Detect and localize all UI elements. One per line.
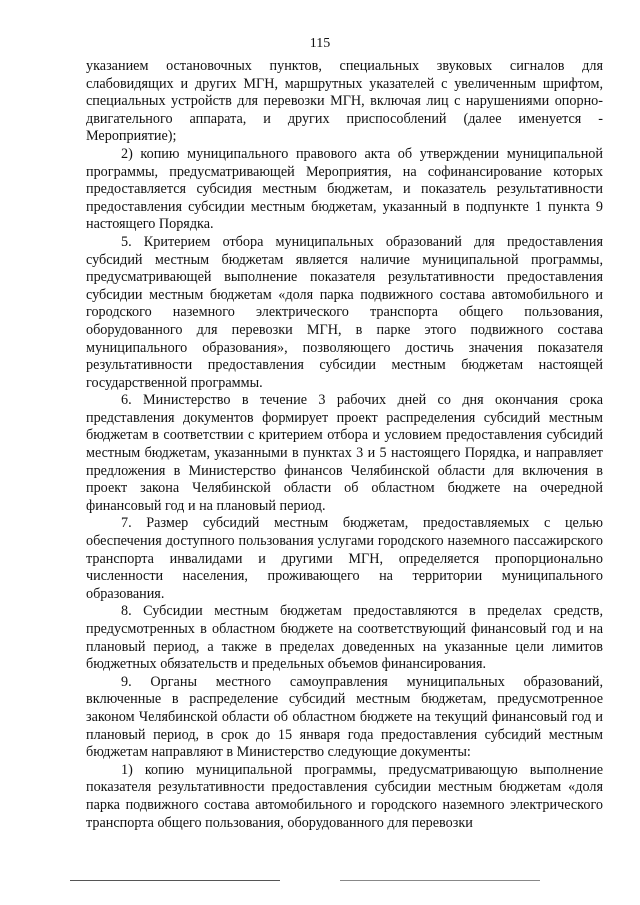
paragraph-clause-7: 7. Размер субсидий местным бюджетам, предоставляемых с целью обеспечения доступного пользования услугами городского наземного пассажирского транспорта инвалидами и другими МГН, определяется пропорционально численности населения, проживающего на территории муниципального образования.: [86, 515, 603, 602]
paragraph-clause-5: 5. Критерием отбора муниципальных образований для предоставления субсидий местным бюджетам является наличие муниципальной программы, предусматривающей выполнение показателя результативности предоставления субсидии местным бюджетам «доля парка подвижного состава автомобильного и городского наземного электрического транспорта общего пользования, оборудованного для перевозки МГН, в парке этого подвижного состава муниципального образования», позволяющего достичь значения показателя результативности предоставления субсидии местным бюджетам настоящей государственной программы.: [86, 233, 603, 391]
paragraph-item-2: 2) копию муниципального правового акта об утверждении муниципальной программы, предусматривающей Мероприятия, на софинансирование которых предоставляется субсидия местным бюджетам, и показатель результативности предоставления субсидии местным бюджетам, указанный в подпункте 1 пункта 9 настоящего Порядка.: [86, 145, 603, 233]
footer-divider-left: [70, 880, 280, 881]
document-body: [86, 58, 603, 832]
page-number: 115: [309, 36, 331, 51]
paragraph-clause-8: 8. Субсидии местным бюджетам предоставляются в пределах средств, предусмотренных в областном бюджете на соответствующий финансовый год и на плановый период, а также в пределах доведенных на указанные цели лимитов бюджетных обязательств и предельных объемов финансирования.: [86, 603, 603, 673]
paragraph-item-1: 1) копию муниципальной программы, предусматривающую выполнение показателя результативности предоставления субсидии местным бюджетам «доля парка подвижного состава автомобильного и городского наземного электрического транспорта общего пользования, оборудованного для перевозки: [86, 761, 603, 831]
paragraph-clause-9: 9. Органы местного самоуправления муниципальных образований, включенные в распределение субсидий местным бюджетам, предусмотренное законом Челябинской области об областном бюджете на текущий финансовый год и плановый период, в срок до 15 января года предоставления субсидий местным бюджетам направляют в Министерство следующие документы:: [86, 673, 603, 761]
footer-divider-right: [340, 880, 540, 881]
paragraph-clause-6: 6. Министерство в течение 3 рабочих дней со дня окончания срока представления документов формирует проект распределения субсидий местным бюджетам в соответствии с критерием отбора и условием предоставления субсидий местным бюджетам, указанными в пунктах 3 и 5 настоящего Порядка, и направляет предложения в Министерство финансов Челябинской области для включения в проект закона Челябинской области об областном бюджете на очередной финансовый год и на плановый период.: [86, 392, 603, 514]
paragraph-continuation: указанием остановочных пунктов, специальных звуковых сигналов для слабовидящих и других МГН, маршрутных указателей с увеличенным шрифтом, специальных устройств для перевозки МГН, включая лиц с нарушениями опорно-двигательного аппарата, и других приспособлений (далее именуется - Мероприятие);: [86, 58, 603, 145]
